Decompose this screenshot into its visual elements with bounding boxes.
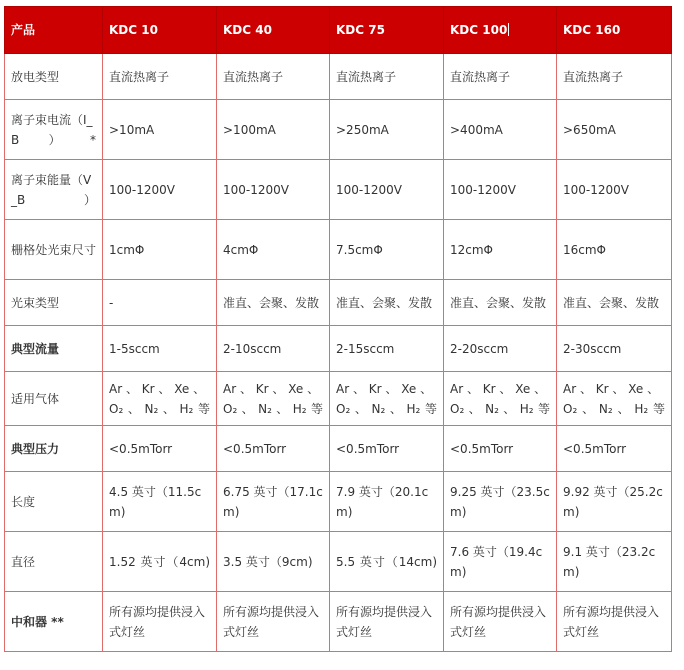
table-cell: 准直、会聚、发散	[444, 280, 557, 326]
table-cell: Ar 、 Kr 、 Xe 、 O₂、N₂、H₂等	[444, 372, 557, 426]
table-cell: >400mA	[444, 100, 557, 160]
table-cell: 直流热离子	[557, 54, 672, 100]
table-cell: 100-1200V	[217, 160, 330, 220]
header-kdc10: KDC 10	[103, 7, 217, 54]
table-cell: 3.5 英寸（9cm)	[217, 532, 330, 592]
table-cell: 所有源均提供浸入式灯丝	[217, 592, 330, 652]
table-cell: >10mA	[103, 100, 217, 160]
table-row	[5, 426, 672, 472]
table-row	[5, 532, 672, 592]
table-cell: Ar 、 Kr 、 Xe 、 O₂、N₂、H₂等	[330, 372, 444, 426]
header-kdc160: KDC 160	[557, 7, 672, 54]
table-row	[5, 160, 672, 220]
table-cell: 7.6 英寸（19.4cm)	[444, 532, 557, 592]
table-cell: 5.5 英寸（14cm)	[330, 532, 444, 592]
header-kdc100[interactable]	[444, 7, 557, 54]
table-cell: 2-10sccm	[217, 326, 330, 372]
table-cell: <0.5mTorr	[557, 426, 672, 472]
table-cell: 100-1200V	[444, 160, 557, 220]
table-cell: 100-1200V	[557, 160, 672, 220]
table-row	[5, 472, 672, 532]
row-label: 光束类型	[5, 280, 103, 326]
table-cell: 9.25 英寸（23.5cm)	[444, 472, 557, 532]
table-cell: 4.5 英寸（11.5cm)	[103, 472, 217, 532]
row-label: 栅格处光束尺寸	[5, 220, 103, 280]
table-cell: -	[103, 280, 217, 326]
header-row	[5, 7, 672, 54]
table-row	[5, 280, 672, 326]
row-label: 离子束能量（V_B）	[5, 160, 103, 220]
header-kdc40: KDC 40	[217, 7, 330, 54]
table-cell: 准直、会聚、发散	[330, 280, 444, 326]
table-cell: 7.5cmΦ	[330, 220, 444, 280]
table-cell: >250mA	[330, 100, 444, 160]
table-row	[5, 592, 672, 652]
header-product: 产品	[5, 7, 103, 54]
table-cell: 1cmΦ	[103, 220, 217, 280]
table-cell: 所有源均提供浸入式灯丝	[103, 592, 217, 652]
row-label: 放电类型	[5, 54, 103, 100]
row-label: 中和器 **	[5, 592, 103, 652]
table-cell: Ar 、 Kr 、 Xe 、 O₂、N₂、H₂等	[217, 372, 330, 426]
row-label: 长度	[5, 472, 103, 532]
table-cell: 12cmΦ	[444, 220, 557, 280]
table-cell: 准直、会聚、发散	[217, 280, 330, 326]
table-cell: 9.92 英寸（25.2cm)	[557, 472, 672, 532]
table-cell: 直流热离子	[330, 54, 444, 100]
table-cell: 1.52 英寸（4cm)	[103, 532, 217, 592]
table-cell: Ar 、 Kr 、 Xe 、 O₂、N₂、H₂等	[103, 372, 217, 426]
spec-table	[4, 6, 672, 652]
table-cell: 所有源均提供浸入式灯丝	[330, 592, 444, 652]
table-cell: <0.5mTorr	[444, 426, 557, 472]
table-cell: 所有源均提供浸入式灯丝	[557, 592, 672, 652]
table-cell: 1-5sccm	[103, 326, 217, 372]
table-cell: <0.5mTorr	[330, 426, 444, 472]
row-label: 适用气体	[5, 372, 103, 426]
table-row	[5, 100, 672, 160]
table-cell: Ar 、 Kr 、 Xe 、 O₂、N₂、H₂等	[557, 372, 672, 426]
table-row	[5, 372, 672, 426]
table-cell: 100-1200V	[103, 160, 217, 220]
table-cell: 所有源均提供浸入式灯丝	[444, 592, 557, 652]
table-cell: <0.5mTorr	[103, 426, 217, 472]
table-cell: 2-30sccm	[557, 326, 672, 372]
row-label: 典型流量	[5, 326, 103, 372]
table-cell: 直流热离子	[444, 54, 557, 100]
text-cursor	[508, 23, 509, 36]
table-cell: 100-1200V	[330, 160, 444, 220]
table-cell: 2-15sccm	[330, 326, 444, 372]
header-kdc100-text: KDC 100	[450, 23, 508, 37]
table-cell: 准直、会聚、发散	[557, 280, 672, 326]
header-kdc75: KDC 75	[330, 7, 444, 54]
table-row	[5, 54, 672, 100]
row-label: 离子束电流（I_B）*	[5, 100, 103, 160]
row-label: 典型压力	[5, 426, 103, 472]
table-cell: 7.9 英寸（20.1cm)	[330, 472, 444, 532]
table-row	[5, 220, 672, 280]
row-label: 直径	[5, 532, 103, 592]
table-cell: 16cmΦ	[557, 220, 672, 280]
table-cell: >100mA	[217, 100, 330, 160]
table-row	[5, 326, 672, 372]
table-cell: >650mA	[557, 100, 672, 160]
table-cell: 9.1 英寸（23.2cm)	[557, 532, 672, 592]
table-cell: 直流热离子	[217, 54, 330, 100]
table-cell: 2-20sccm	[444, 326, 557, 372]
table-cell: <0.5mTorr	[217, 426, 330, 472]
table-cell: 直流热离子	[103, 54, 217, 100]
table-cell: 4cmΦ	[217, 220, 330, 280]
table-cell: 6.75 英寸（17.1cm)	[217, 472, 330, 532]
